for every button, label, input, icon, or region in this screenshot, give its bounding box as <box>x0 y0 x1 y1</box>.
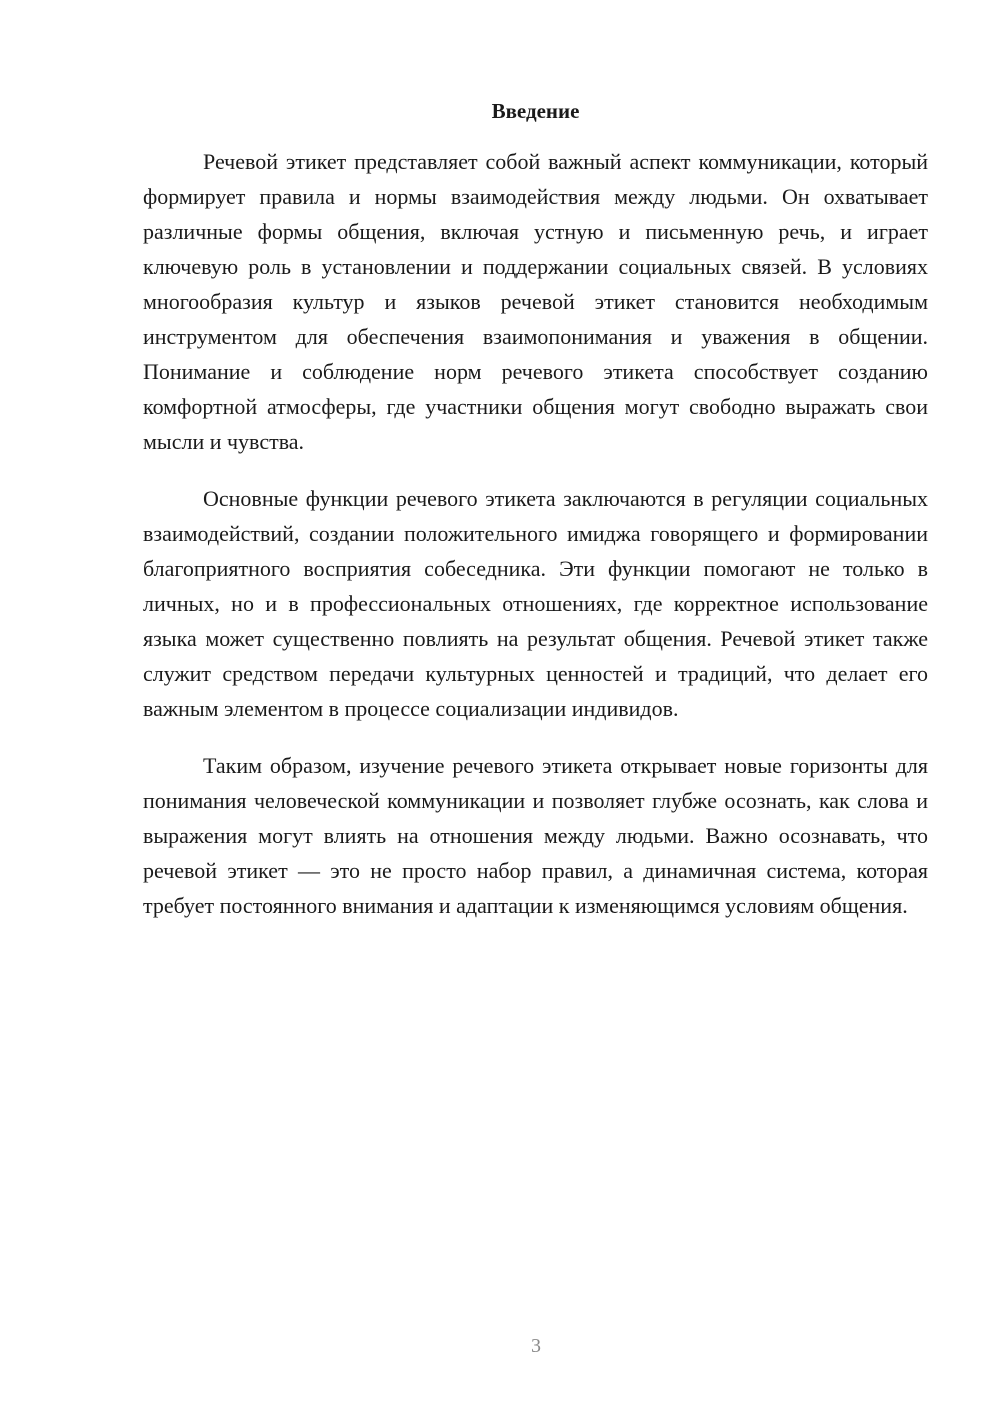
paragraph-3: Таким образом, изучение речевого этикета открывает новые горизонты для понимания человеческой коммуникации и позволяет глубже осознать, как слова и выражения могут влиять на отношения между людьми. Важно осознавать, что речевой этикет — это не просто набор правил, а динамичная система, которая требует постоянного внимания и адаптации к изменяющимся условиям общения. <box>143 753 928 918</box>
page-title: Введение <box>491 99 580 123</box>
page-number: 3 <box>531 1335 541 1357</box>
paragraph-2: Основные функции речевого этикета заключаются в регуляции социальных взаимодействий, создании положительного имиджа говорящего и формировании благоприятного восприятия собеседника. Эти функции помогают не только в личных, но и в профессиональных отношениях, где корректное использование языка может существенно повлиять на результат общения. Речевой этикет также служит средством передачи культурных ценностей и традиций, что делает его важным элементом в процессе социализации индивидов. <box>143 486 928 721</box>
body-text <box>143 144 928 945</box>
paragraph-1: Речевой этикет представляет собой важный аспект коммуникации, который формирует правила и нормы взаимодействия между людьми. Он охватывает различные формы общения, включая устную и письменную речь, и играет ключевую роль в установлении и поддержании социальных связей. В условиях многообразия культур и языков речевой этикет становится необходимым инструментом для обеспечения взаимопонимания и уважения в общении. Понимание и соблюдение норм речевого этикета способствует созданию комфортной атмосферы, где участники общения могут свободно выражать свои мысли и чувства. <box>143 149 928 454</box>
